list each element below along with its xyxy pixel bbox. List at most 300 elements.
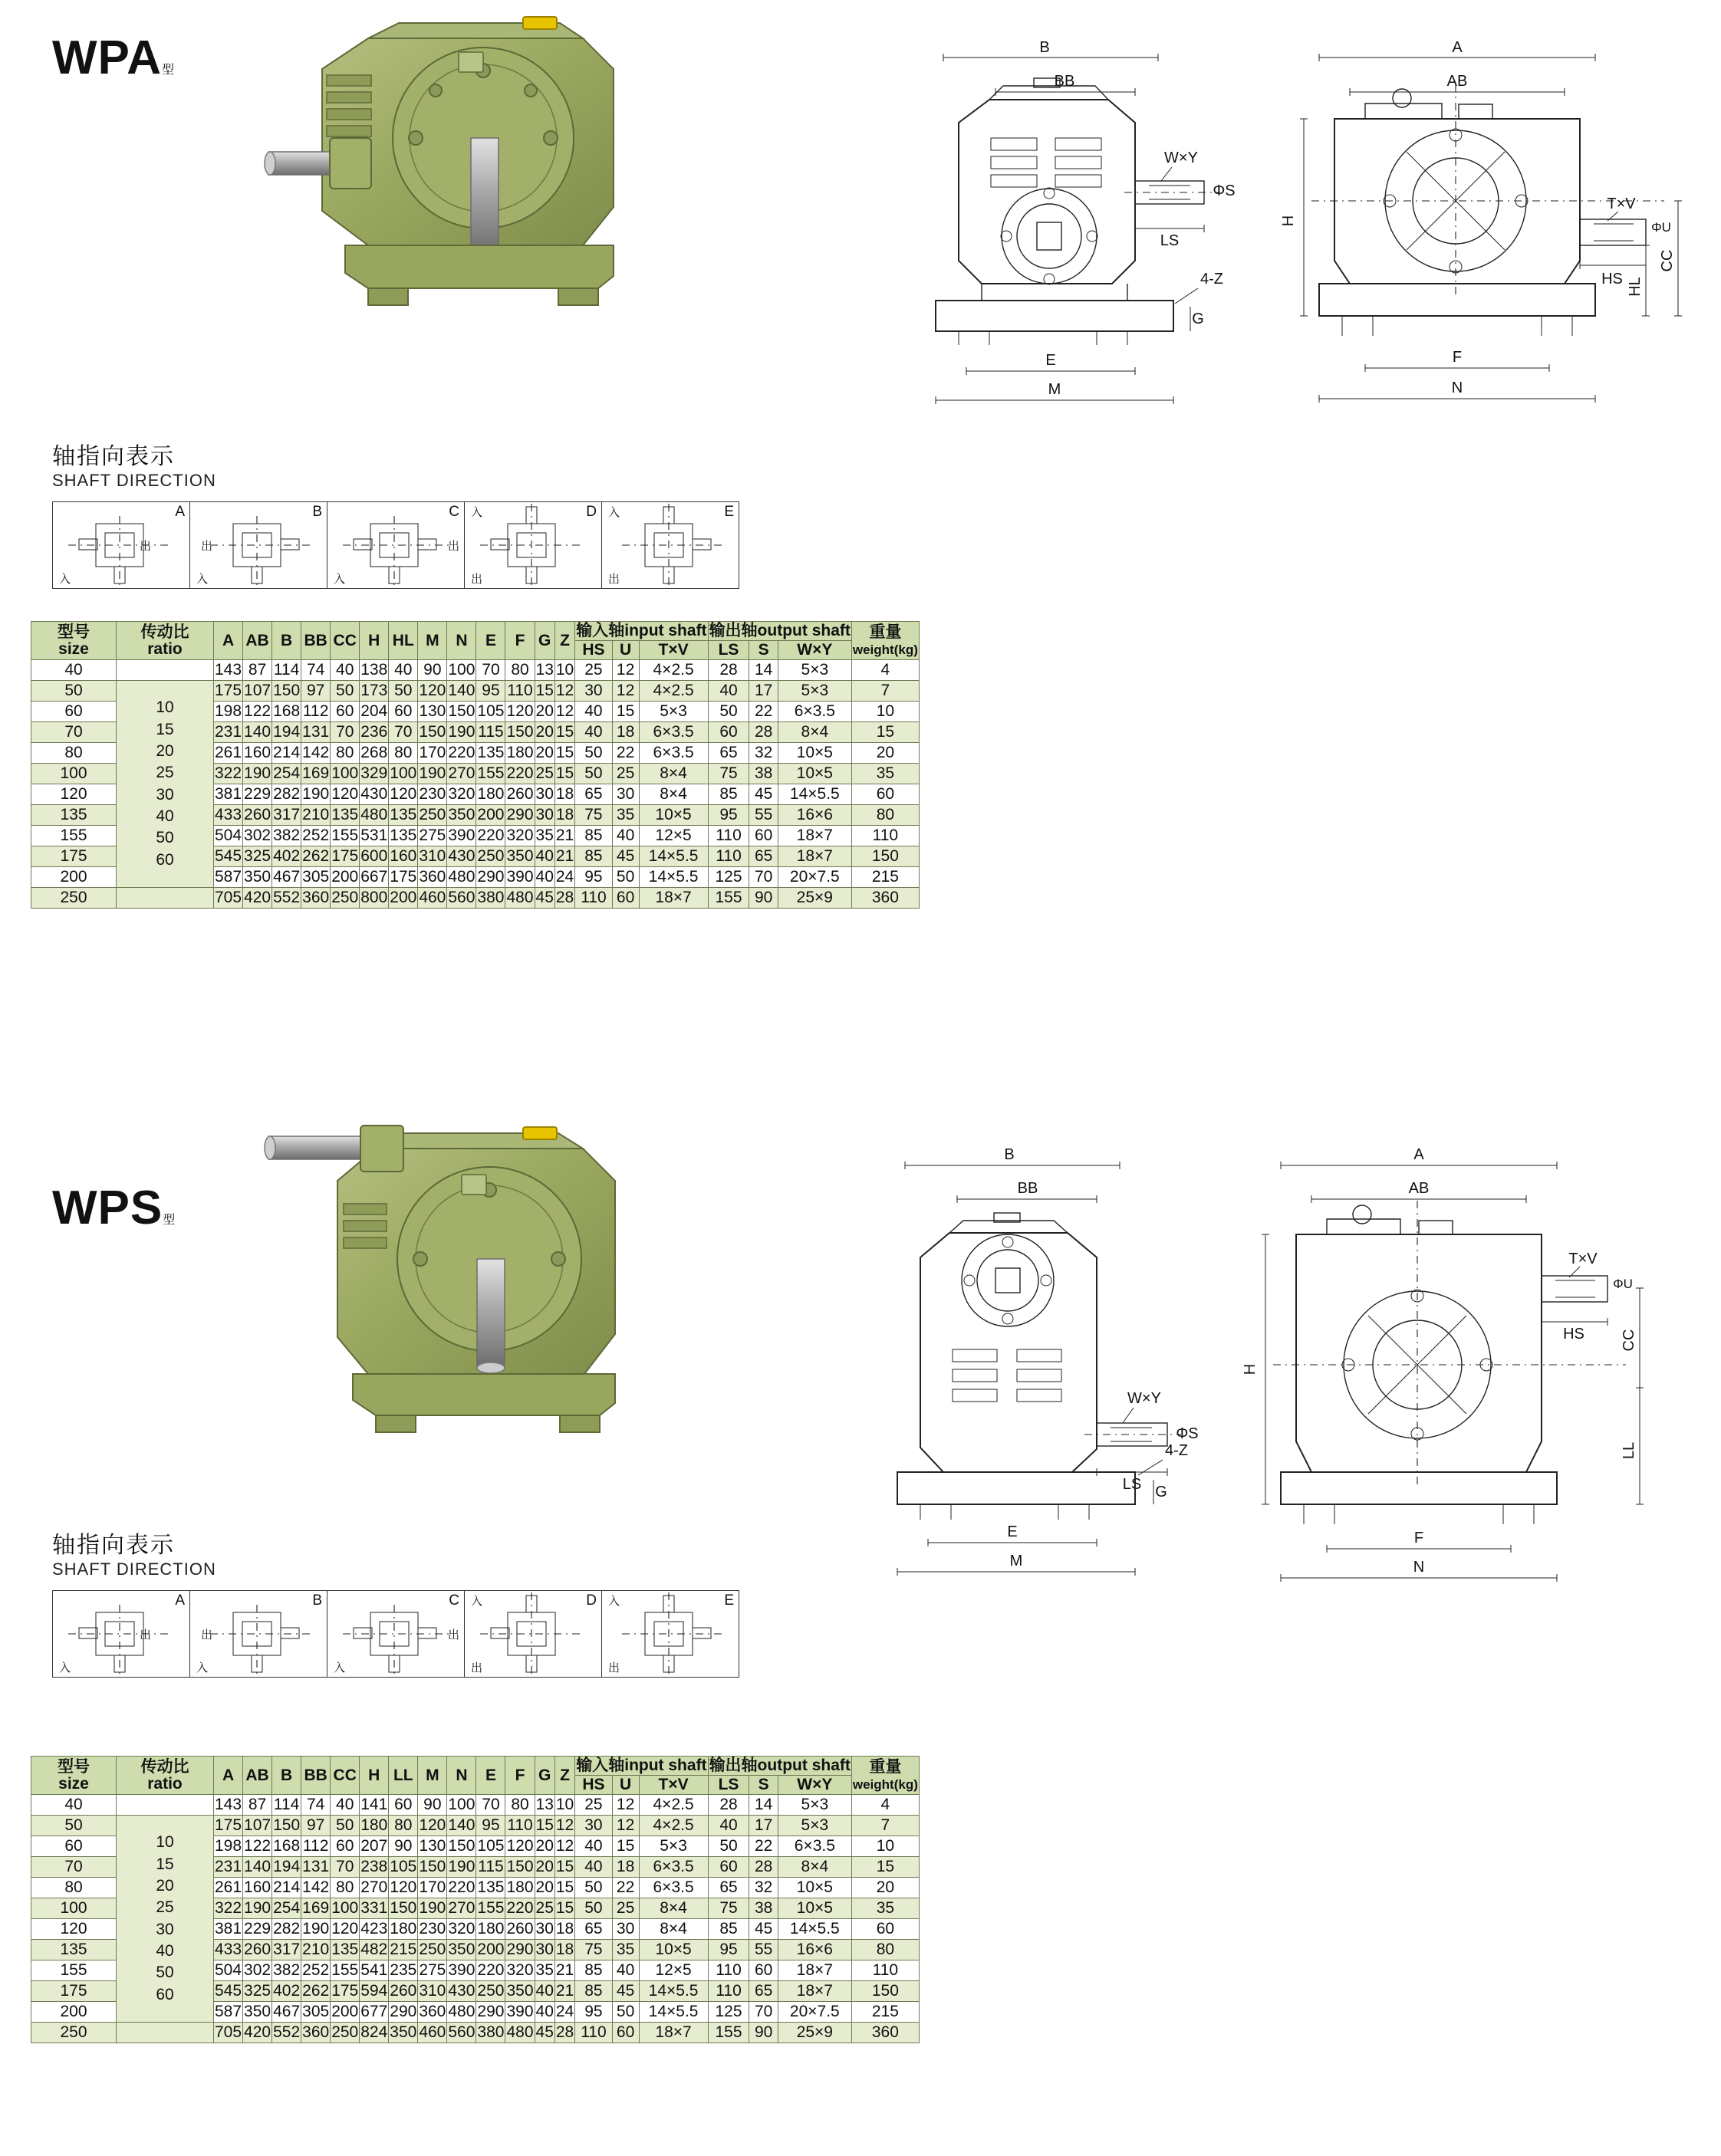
cell-Z: 18 [554, 805, 574, 826]
cell-H: 138 [360, 660, 389, 681]
table-row [31, 888, 920, 909]
cell-H: 270 [360, 1878, 389, 1898]
cell-H: 180 [360, 1816, 389, 1836]
gearbox-drawing-wpa [253, 15, 683, 414]
shaft-cell-out: 出 [608, 573, 620, 586]
cell-ratio-blank [117, 2023, 214, 2043]
cell-G: 20 [535, 1836, 554, 1857]
cell-M: 275 [418, 1960, 447, 1981]
cell-AB: 87 [243, 1795, 272, 1816]
header-dim-G: G [535, 1757, 554, 1795]
cell-size: 70 [31, 722, 117, 743]
cell-CC: 50 [331, 681, 360, 702]
cell-TV: 14×5.5 [639, 846, 708, 867]
cell-G: 30 [535, 784, 554, 805]
svg-text:ΦS: ΦS [1176, 1425, 1199, 1442]
cell-G: 30 [535, 1940, 554, 1960]
cell-B: 194 [272, 722, 301, 743]
cell-E: 95 [476, 1816, 505, 1836]
cell-N: 390 [447, 826, 476, 846]
cell-U: 40 [612, 826, 639, 846]
svg-text:HS: HS [1563, 1326, 1584, 1343]
svg-text:G: G [1155, 1484, 1167, 1500]
cell-WY: 5×3 [778, 660, 851, 681]
cell-HL: 60 [389, 702, 418, 722]
cell-B: 552 [272, 2023, 301, 2043]
cell-H: 677 [360, 2002, 389, 2023]
cell-N: 320 [447, 784, 476, 805]
cell-Z: 15 [554, 743, 574, 764]
shaft-cell-in: 入 [471, 506, 483, 519]
engineering-drawing-wps [859, 1135, 1695, 1671]
shaft-cell-letter: A [175, 504, 185, 520]
header-weight-cn: 重量 [869, 623, 902, 641]
cell-F: 320 [505, 826, 535, 846]
cell-M: 275 [418, 826, 447, 846]
cell-CC: 120 [331, 784, 360, 805]
cell-size: 120 [31, 784, 117, 805]
table-row [31, 660, 920, 681]
cell-size: 50 [31, 1816, 117, 1836]
cell-M: 230 [418, 1919, 447, 1940]
cell-CC: 100 [331, 1898, 360, 1919]
cell-TV: 6×3.5 [639, 1878, 708, 1898]
cell-HS: 75 [575, 1940, 612, 1960]
cell-S: 38 [749, 1898, 778, 1919]
spec-table-wpa [31, 621, 920, 909]
cell-B: 150 [272, 681, 301, 702]
header-size-en: size [58, 639, 89, 658]
cell-G: 35 [535, 826, 554, 846]
header-size [31, 622, 117, 660]
cell-HL: 105 [389, 1857, 418, 1878]
svg-text:CC: CC [1621, 1329, 1637, 1352]
table-row [31, 2023, 920, 2043]
cell-AB: 140 [243, 722, 272, 743]
cell-BB: 169 [301, 1898, 331, 1919]
cell-Z: 21 [554, 846, 574, 867]
cell-E: 70 [476, 1795, 505, 1816]
cell-U: 60 [612, 888, 639, 909]
cell-G: 15 [535, 681, 554, 702]
cell-WY: 16×6 [778, 805, 851, 826]
cell-size: 155 [31, 826, 117, 846]
cell-H: 824 [360, 2023, 389, 2043]
cell-Z: 12 [554, 702, 574, 722]
cell-S: 14 [749, 1795, 778, 1816]
cell-F: 390 [505, 867, 535, 888]
cell-HL: 80 [389, 743, 418, 764]
cell-W: 110 [851, 826, 919, 846]
cell-G: 20 [535, 702, 554, 722]
shaft-cell-out: 出 [447, 540, 459, 553]
cell-WY: 14×5.5 [778, 1919, 851, 1940]
cell-BB: 190 [301, 1919, 331, 1940]
cell-HS: 30 [575, 1816, 612, 1836]
cell-A: 143 [214, 660, 243, 681]
cell-BB: 262 [301, 846, 331, 867]
cell-G: 15 [535, 1816, 554, 1836]
cell-size: 200 [31, 2002, 117, 2023]
cell-AB: 107 [243, 1816, 272, 1836]
svg-text:ΦU: ΦU [1613, 1277, 1633, 1291]
cell-WY: 20×7.5 [778, 2002, 851, 2023]
cell-CC: 70 [331, 722, 360, 743]
svg-text:T×V: T×V [1568, 1251, 1598, 1267]
cell-HL: 135 [389, 805, 418, 826]
cell-TV: 10×5 [639, 1940, 708, 1960]
header-dim-BB: BB [301, 622, 331, 660]
cell-WY: 6×3.5 [778, 702, 851, 722]
cell-WY: 18×7 [778, 826, 851, 846]
cell-size: 100 [31, 764, 117, 784]
cell-AB: 190 [243, 764, 272, 784]
cell-LS: 65 [708, 743, 749, 764]
header-dim-A: A [214, 622, 243, 660]
cell-HS: 40 [575, 722, 612, 743]
cell-size: 70 [31, 1857, 117, 1878]
cell-M: 130 [418, 1836, 447, 1857]
cell-size: 60 [31, 702, 117, 722]
cell-BB: 305 [301, 2002, 331, 2023]
cell-F: 290 [505, 1940, 535, 1960]
cell-H: 331 [360, 1898, 389, 1919]
cell-B: 282 [272, 784, 301, 805]
shaft-cell-a [53, 502, 190, 589]
cell-Z: 18 [554, 1919, 574, 1940]
header-dim-Z: Z [554, 622, 574, 660]
svg-text:M: M [1009, 1553, 1023, 1569]
cell-M: 310 [418, 1981, 447, 2002]
cell-M: 170 [418, 1878, 447, 1898]
cell-LS: 50 [708, 1836, 749, 1857]
cell-W: 4 [851, 660, 919, 681]
svg-text:W×Y: W×Y [1127, 1390, 1161, 1407]
svg-text:4-Z: 4-Z [1200, 271, 1223, 288]
cell-CC: 175 [331, 1981, 360, 2002]
cell-U: 18 [612, 1857, 639, 1878]
shaft-cell-out: 出 [201, 540, 213, 553]
cell-U: 45 [612, 846, 639, 867]
cell-E: 380 [476, 888, 505, 909]
cell-HL: 200 [389, 888, 418, 909]
header-weight-cn: 重量 [869, 1757, 902, 1776]
cell-F: 260 [505, 1919, 535, 1940]
cell-E: 155 [476, 1898, 505, 1919]
cell-HS: 65 [575, 784, 612, 805]
cell-CC: 100 [331, 764, 360, 784]
cell-F: 180 [505, 1878, 535, 1898]
cell-AB: 87 [243, 660, 272, 681]
cell-W: 80 [851, 805, 919, 826]
cell-HS: 40 [575, 1836, 612, 1857]
cell-S: 55 [749, 1940, 778, 1960]
header-dim-M: M [418, 622, 447, 660]
page-title-wps [52, 1181, 175, 1235]
svg-text:F: F [1413, 1530, 1424, 1546]
svg-text:HL: HL [1627, 277, 1644, 297]
cell-W: 35 [851, 1898, 919, 1919]
cell-HL: 150 [389, 1898, 418, 1919]
header-dim-LL: LL [389, 1757, 418, 1795]
cell-B: 282 [272, 1919, 301, 1940]
cell-BB: 142 [301, 743, 331, 764]
cell-LS: 75 [708, 764, 749, 784]
cell-AB: 229 [243, 784, 272, 805]
svg-text:T×V: T×V [1607, 196, 1636, 212]
cell-N: 430 [447, 846, 476, 867]
shaft-direction-block-wps [52, 1526, 739, 1678]
svg-text:A: A [1413, 1146, 1424, 1163]
cell-WY: 16×6 [778, 1940, 851, 1960]
cell-HS: 25 [575, 1795, 612, 1816]
cell-S: 28 [749, 722, 778, 743]
header-dim-BB: BB [301, 1757, 331, 1795]
cell-LS: 110 [708, 1981, 749, 2002]
cell-HS: 110 [575, 2023, 612, 2043]
cell-LS: 155 [708, 2023, 749, 2043]
shaft-cell-out: 出 [471, 1661, 483, 1675]
cell-BB: 252 [301, 826, 331, 846]
shaft-cell-letter: D [586, 504, 597, 520]
cell-N: 140 [447, 1816, 476, 1836]
cell-AB: 260 [243, 1940, 272, 1960]
header-dim-G: G [535, 622, 554, 660]
cell-HS: 85 [575, 1981, 612, 2002]
header-size-cn: 型号 [58, 1757, 90, 1776]
cell-TV: 14×5.5 [639, 1981, 708, 2002]
cell-B: 317 [272, 805, 301, 826]
header-ratio-cn: 传动比 [140, 1757, 189, 1776]
cell-TV: 6×3.5 [639, 743, 708, 764]
cell-ratio-blank [117, 660, 214, 681]
cell-HL: 120 [389, 784, 418, 805]
cell-A: 261 [214, 1878, 243, 1898]
cell-S: 14 [749, 660, 778, 681]
header-dim-F: F [505, 622, 535, 660]
shaft-cell-in: 入 [196, 573, 209, 586]
cell-H: 204 [360, 702, 389, 722]
shaft-cell-e [602, 1591, 739, 1678]
cell-BB: 252 [301, 1960, 331, 1981]
cell-A: 261 [214, 743, 243, 764]
cell-E: 135 [476, 743, 505, 764]
cell-AB: 260 [243, 805, 272, 826]
shaft-cell-c [327, 502, 465, 589]
cell-E: 220 [476, 826, 505, 846]
cell-U: 12 [612, 1816, 639, 1836]
shaft-direction-table-wpa [52, 501, 739, 589]
cell-WY: 8×4 [778, 722, 851, 743]
cell-CC: 250 [331, 888, 360, 909]
cell-M: 190 [418, 764, 447, 784]
cell-ratio-blank [117, 1795, 214, 1816]
cell-HL: 160 [389, 846, 418, 867]
cell-TV: 8×4 [639, 1898, 708, 1919]
cell-ratio-blank [117, 888, 214, 909]
svg-text:LS: LS [1122, 1476, 1142, 1493]
cell-size: 40 [31, 1795, 117, 1816]
svg-text:W×Y: W×Y [1164, 150, 1198, 166]
cell-Z: 21 [554, 1960, 574, 1981]
cell-E: 380 [476, 2023, 505, 2043]
cell-Z: 28 [554, 2023, 574, 2043]
header-ratio-en: ratio [147, 1774, 183, 1793]
cell-TV: 5×3 [639, 702, 708, 722]
shaft-cell-letter: B [312, 504, 322, 520]
cell-H: 482 [360, 1940, 389, 1960]
shaft-direction-cn-wpa: 轴指向表示 [52, 444, 175, 469]
cell-HL: 120 [389, 1878, 418, 1898]
header-weight-en: weight(kg) [852, 1776, 918, 1792]
header-HS: HS [575, 1776, 612, 1795]
cell-S: 45 [749, 784, 778, 805]
shaft-cell-letter: E [724, 1592, 734, 1609]
svg-text:N: N [1413, 1559, 1425, 1576]
cell-AB: 122 [243, 702, 272, 722]
cell-U: 60 [612, 2023, 639, 2043]
cell-N: 270 [447, 1898, 476, 1919]
cell-HL: 80 [389, 1816, 418, 1836]
cell-WY: 10×5 [778, 1878, 851, 1898]
cell-HS: 110 [575, 888, 612, 909]
cell-size: 40 [31, 660, 117, 681]
cell-F: 110 [505, 681, 535, 702]
svg-text:BB: BB [1054, 73, 1075, 90]
cell-E: 105 [476, 702, 505, 722]
cell-H: 600 [360, 846, 389, 867]
cell-HS: 40 [575, 702, 612, 722]
cell-WY: 25×9 [778, 2023, 851, 2043]
cell-G: 25 [535, 1898, 554, 1919]
shaft-direction-en-wpa: SHAFT DIRECTION [52, 471, 216, 490]
cell-CC: 60 [331, 1836, 360, 1857]
cell-CC: 135 [331, 1940, 360, 1960]
cell-Z: 10 [554, 660, 574, 681]
cell-H: 173 [360, 681, 389, 702]
cell-S: 38 [749, 764, 778, 784]
header-dim-AB: AB [243, 1757, 272, 1795]
cell-W: 4 [851, 1795, 919, 1816]
cell-BB: 131 [301, 722, 331, 743]
table-row [31, 1816, 920, 1836]
cell-W: 150 [851, 846, 919, 867]
cell-LS: 28 [708, 1795, 749, 1816]
gearbox-drawing-wps [253, 1089, 683, 1503]
cell-CC: 200 [331, 2002, 360, 2023]
cell-LS: 50 [708, 702, 749, 722]
cell-U: 22 [612, 743, 639, 764]
cell-BB: 169 [301, 764, 331, 784]
cell-HL: 70 [389, 722, 418, 743]
cell-W: 360 [851, 888, 919, 909]
cell-B: 382 [272, 826, 301, 846]
cell-W: 360 [851, 2023, 919, 2043]
cell-size: 60 [31, 1836, 117, 1857]
cell-ratio-group: 10 15 20 25 30 40 50 60 [117, 681, 214, 888]
cell-HS: 95 [575, 867, 612, 888]
cell-LS: 65 [708, 1878, 749, 1898]
cell-TV: 14×5.5 [639, 2002, 708, 2023]
header-weight [851, 1757, 919, 1795]
cell-WY: 18×7 [778, 846, 851, 867]
cell-TV: 18×7 [639, 2023, 708, 2043]
cell-G: 13 [535, 660, 554, 681]
shaft-cell-in: 入 [334, 573, 346, 586]
shaft-cell-in: 入 [59, 573, 71, 586]
cell-BB: 305 [301, 867, 331, 888]
cell-G: 20 [535, 743, 554, 764]
cell-G: 40 [535, 1981, 554, 2002]
cell-M: 250 [418, 805, 447, 826]
cell-E: 70 [476, 660, 505, 681]
cell-A: 322 [214, 764, 243, 784]
cell-S: 60 [749, 1960, 778, 1981]
cell-WY: 10×5 [778, 1898, 851, 1919]
cell-BB: 112 [301, 1836, 331, 1857]
cell-G: 40 [535, 846, 554, 867]
cell-A: 433 [214, 1940, 243, 1960]
cell-S: 17 [749, 1816, 778, 1836]
cell-BB: 360 [301, 888, 331, 909]
shaft-direction-en-wps: SHAFT DIRECTION [52, 1559, 216, 1579]
cell-N: 220 [447, 1878, 476, 1898]
cell-TV: 4×2.5 [639, 681, 708, 702]
cell-W: 7 [851, 681, 919, 702]
cell-E: 105 [476, 1836, 505, 1857]
header-dim-H: H [360, 1757, 389, 1795]
cell-size: 135 [31, 805, 117, 826]
cell-M: 460 [418, 2023, 447, 2043]
cell-LS: 85 [708, 784, 749, 805]
header-ratio-en: ratio [147, 639, 183, 658]
cell-M: 250 [418, 1940, 447, 1960]
shaft-cell-a [53, 1591, 190, 1678]
cell-B: 214 [272, 1878, 301, 1898]
cell-A: 504 [214, 826, 243, 846]
cell-S: 70 [749, 867, 778, 888]
cell-F: 350 [505, 846, 535, 867]
cell-W: 215 [851, 867, 919, 888]
header-dim-CC: CC [331, 1757, 360, 1795]
cell-HS: 30 [575, 681, 612, 702]
header-ratio-cn: 传动比 [140, 623, 189, 641]
header-S: S [749, 641, 778, 660]
table-body [31, 1795, 920, 2043]
cell-A: 587 [214, 2002, 243, 2023]
cell-M: 150 [418, 1857, 447, 1878]
cell-Z: 21 [554, 1981, 574, 2002]
cell-W: 15 [851, 722, 919, 743]
cell-AB: 420 [243, 888, 272, 909]
cell-WY: 5×3 [778, 1816, 851, 1836]
cell-G: 20 [535, 1878, 554, 1898]
cell-B: 214 [272, 743, 301, 764]
cell-TV: 8×4 [639, 784, 708, 805]
cell-F: 150 [505, 722, 535, 743]
cell-H: 423 [360, 1919, 389, 1940]
title-text-wps: WPS [52, 1182, 163, 1234]
cell-WY: 5×3 [778, 1795, 851, 1816]
cell-HS: 50 [575, 1878, 612, 1898]
header-WY: W×Y [778, 1776, 851, 1795]
cell-LS: 125 [708, 867, 749, 888]
cell-U: 40 [612, 1960, 639, 1981]
cell-AB: 325 [243, 846, 272, 867]
cell-CC: 250 [331, 2023, 360, 2043]
cell-HS: 85 [575, 1960, 612, 1981]
cell-TV: 6×3.5 [639, 1857, 708, 1878]
